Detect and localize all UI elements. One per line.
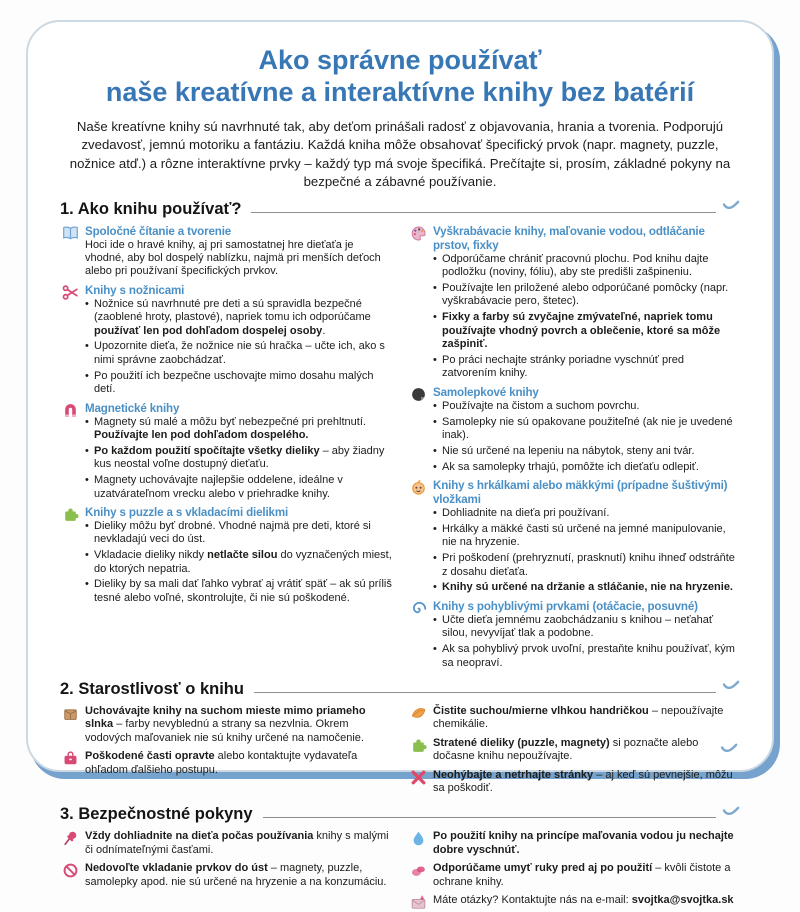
cloth-icon [410, 705, 427, 722]
open-book-icon [62, 225, 79, 242]
bullet-item: • Dohliadnite na dieťa pri používaní. [433, 507, 740, 520]
topic-bullets [85, 520, 392, 605]
puzzle-icon [62, 506, 79, 523]
topic-heading: Knihy s pohyblivými prvkami (otáčacie, posuvné) [433, 599, 698, 613]
topic-text: Čistite suchou/mierne vlhkou handričkou – nepoužívajte chemikálie. [433, 704, 724, 731]
bullet-item: • Odporúčame chrániť pracovnú plochu. Pod knihu dajte podložku (noviny, fóliu), aby ste predišli zašpineniu. [433, 253, 740, 280]
bullet-item: • Používajte na čistom a suchom povrchu. [433, 400, 740, 413]
page-title-line1: Ako správne používať [258, 45, 542, 75]
bullet-item: • Upozornite dieťa, že nožnice nie sú hračka – učte ich, ako s nimi správne zaobchádzať. [85, 340, 392, 367]
sticker-icon [410, 386, 427, 403]
topic-bullets [433, 507, 740, 595]
bullet-item: • Ak sa samolepky trhajú, pomôžte ich dieťaťu odlepiť. [433, 461, 740, 474]
topic-text: Máte otázky? Kontaktujte nás na e-mail: svojtka@svojtka.sk [433, 893, 734, 906]
section-2-header [60, 680, 740, 699]
bullet-item: • Fixky a farby sú zvyčajne zmývateľné, napriek tomu používajte vhodný povrch a oblečenie, ktoré sa môže zašpiniť. [433, 311, 740, 351]
pushpin-icon [62, 830, 79, 847]
topic-item [408, 862, 740, 889]
topic-text: Poškodené časti opravte alebo kontaktujte vydavateľa ohľadom ďalšieho postupu. [85, 750, 358, 776]
topic-text: Odporúčame umyť ruky pred aj po použití – kvôli čistote a ochrane knihy. [433, 862, 731, 888]
section-heading: 1. Ako knihu používať? [60, 199, 242, 218]
page-title [60, 44, 740, 109]
section-2 [60, 680, 740, 800]
intro-text: Naše kreatívne knihy sú navrhnuté tak, aby deťom prinášali radosť z objavovania, hrania a tvorenia. Podporujú zvedavosť, jemnú motoriku a fantáziu. Každá kniha môže obsahovať špecifický prvok (napr. magnety, puzzle, nožnice atď.) a rôzne interaktívne prvky – každý typ má svoje špecifiká. Prečítajte si, prosím, základné pokyny na bezpečné a zábavné používanie. [69, 118, 731, 190]
page-title-line2: naše kreatívne a interaktívne knihy bez batérií [105, 77, 695, 108]
topic-item [408, 479, 740, 595]
column-right [408, 702, 740, 800]
topic-text: Hoci ide o hravé knihy, aj pri samostatnej hre dieťaťa je vhodné, aby bol dospelý nablízku, najmä pri menších deťoch alebo pri používaní špecifických prvkov. [85, 238, 381, 278]
column-left [60, 222, 392, 675]
topic-bullets [85, 416, 392, 501]
section-rule [263, 817, 716, 818]
section-3-header [60, 805, 740, 824]
topic-text: Vždy dohliadnite na dieťa počas používania knihy s malými či odnímateľnými časťami. [85, 830, 389, 856]
topic-item [60, 750, 392, 777]
topic-text: Nedovoľte vkladanie prvkov do úst – magnety, puzzle, samolepky apod. nie sú určené na hryzenie a na konzumáciu. [85, 862, 387, 888]
topic-bullets [433, 614, 740, 670]
bullet-item: • Učte dieťa jemnému zaobchádzaniu s knihou – neťahať silou, nevyvíjať tlak a podobne. [433, 614, 740, 641]
bullet-item: • Magnety sú malé a môžu byť nebezpečné pri prehltnutí. Používajte len pod dohľadom dospelého. [85, 416, 392, 443]
topic-item [60, 830, 392, 857]
bullet-item: • Dieliky môžu byť drobné. Vhodné najmä pre deti, ktoré si nevkladajú veci do úst. [85, 520, 392, 547]
check-swoosh-icon [722, 805, 740, 817]
bullet-item: • Nie sú určené na lepeniu na nábytok, steny ani tvár. [433, 445, 740, 458]
topic-bullets [85, 298, 392, 397]
bullet-item: • Ak sa pohyblivý prvok uvoľní, prestaňte knihu používať, kým sa neopraví. [433, 643, 740, 670]
bullet-item: • Magnety uchovávajte najlepšie oddelene, ideálne v uzatvárateľnom vrecku alebo v priehradke knihy. [85, 474, 392, 501]
wash-hands-icon [410, 862, 427, 879]
topic-item [60, 862, 392, 889]
topic-item [60, 284, 392, 397]
check-swoosh-icon [722, 199, 740, 211]
topic-bullets [433, 253, 740, 381]
topic-item [60, 506, 392, 605]
topic-heading: Samolepkové knihy [433, 385, 539, 399]
section-1-header [60, 200, 740, 219]
column-right [408, 827, 740, 912]
bullet-item: • Dieliky by sa mali dať ľahko vybrať aj vrátiť späť – ak sú príliš tesné alebo voľné, skontrolujte, či nie sú poškodené. [85, 578, 392, 605]
section-columns [60, 702, 740, 800]
bullet-item: • Samolepky nie sú opakovane použiteľné (ak nie je uvedené inak). [433, 416, 740, 443]
sections-container [60, 200, 740, 912]
topic-text: Stratené dieliky (puzzle, magnety) si poznačte alebo dočasne knihu nepoužívajte. [433, 736, 699, 763]
bullet-item: • Po každom použití spočítajte všetky dieliky – aby žiadny kus neostal voľne dostupný dieťaťu. [85, 445, 392, 472]
topic-heading: Knihy s nožnicami [85, 283, 185, 297]
topic-item [408, 705, 740, 732]
spiral-icon [410, 600, 427, 617]
bullet-item: • Hrkálky a mäkké časti sú určené na jemné manipulovanie, nie na hryzenie. [433, 523, 740, 550]
section-3 [60, 805, 740, 912]
bullet-item: • Po použití ich bezpečne uschovajte mimo dosahu malých detí. [85, 370, 392, 397]
topic-item [408, 386, 740, 474]
topic-heading: Vyškrabávacie knihy, maľovanie vodou, odtláčanie prstov, fixky [433, 224, 705, 252]
section-1 [60, 200, 740, 675]
topic-item [60, 402, 392, 501]
column-right [408, 222, 740, 675]
section-rule [254, 692, 716, 693]
water-drop-icon [410, 830, 427, 847]
column-left [60, 827, 392, 912]
topic-item [408, 737, 740, 764]
bullet-item: • Používajte len priložené alebo odporúčané pomôcky (napr. vyškrabávacie pero, štetec). [433, 282, 740, 309]
check-swoosh-icon [722, 679, 740, 691]
topic-text: Uchovávajte knihy na suchom mieste mimo priameho slnka – farby nevyblednú a strany sa nezvlnia. Okrem vodových maľovaniek nie sú knihy určené na namočenie. [85, 704, 366, 744]
topic-heading: Magnetické knihy [85, 401, 180, 415]
prohibition-icon [62, 862, 79, 879]
topic-item [60, 225, 392, 279]
topic-item [408, 894, 740, 907]
topic-heading: Knihy s hrkálkami alebo mäkkými (prípadne šuštivými) vložkami [433, 479, 728, 507]
magnet-icon [62, 402, 79, 419]
box-icon [62, 705, 79, 722]
bullet-item: • Po práci nechajte stránky poriadne vyschnúť pred zatvorením knihy. [433, 354, 740, 381]
section-rule [251, 212, 716, 213]
section-columns [60, 827, 740, 912]
envelope-icon [410, 894, 427, 911]
baby-rattle-icon [410, 479, 427, 496]
topic-item [60, 705, 392, 745]
palette-icon [410, 225, 427, 242]
puzzle-icon [410, 737, 427, 754]
topic-item [408, 600, 740, 670]
end-swoosh-icon [720, 742, 738, 754]
topic-text: Neohýbajte a netrhajte stránky – aj keď sú pevnejšie, môžu sa poškodiť. [433, 768, 733, 794]
bullet-item: • Pri poškodení (prehryznutí, prasknutí) knihu ihneď odstráňte z dosahu dieťaťa. [433, 552, 740, 579]
bullet-item: • Nožnice sú navrhnuté pre deti a sú spravidla bezpečné (zaoblené hroty, plastové), napriek tomu ich odporúčame používať len pod dohľadom dospelej osoby. [85, 298, 392, 338]
topic-text: Po použití knihy na princípe maľovania vodou ju nechajte dobre vyschnúť. [433, 830, 734, 856]
repair-bag-icon [62, 750, 79, 767]
topic-item [408, 830, 740, 857]
flyer-card [26, 20, 774, 906]
bullet-item: • Knihy sú určené na držanie a stláčanie, nie na hryzenie. [433, 581, 740, 594]
topic-heading: Knihy s puzzle a s vkladacími dielikmi [85, 505, 289, 519]
topic-bullets [433, 400, 740, 475]
bullet-item: • Vkladacie dieliky nikdy netlačte silou do vyznačených miest, do ktorých nepatria. [85, 549, 392, 576]
scissors-icon [62, 284, 79, 301]
column-left [60, 702, 392, 800]
section-heading: 3. Bezpečnostné pokyny [60, 805, 253, 824]
section-heading: 2. Starostlivosť o knihu [60, 679, 244, 698]
topic-item [408, 769, 740, 796]
topic-item [408, 225, 740, 381]
topic-heading: Spoločné čítanie a tvorenie [85, 224, 232, 238]
section-columns [60, 222, 740, 675]
x-mark-icon [410, 769, 427, 786]
